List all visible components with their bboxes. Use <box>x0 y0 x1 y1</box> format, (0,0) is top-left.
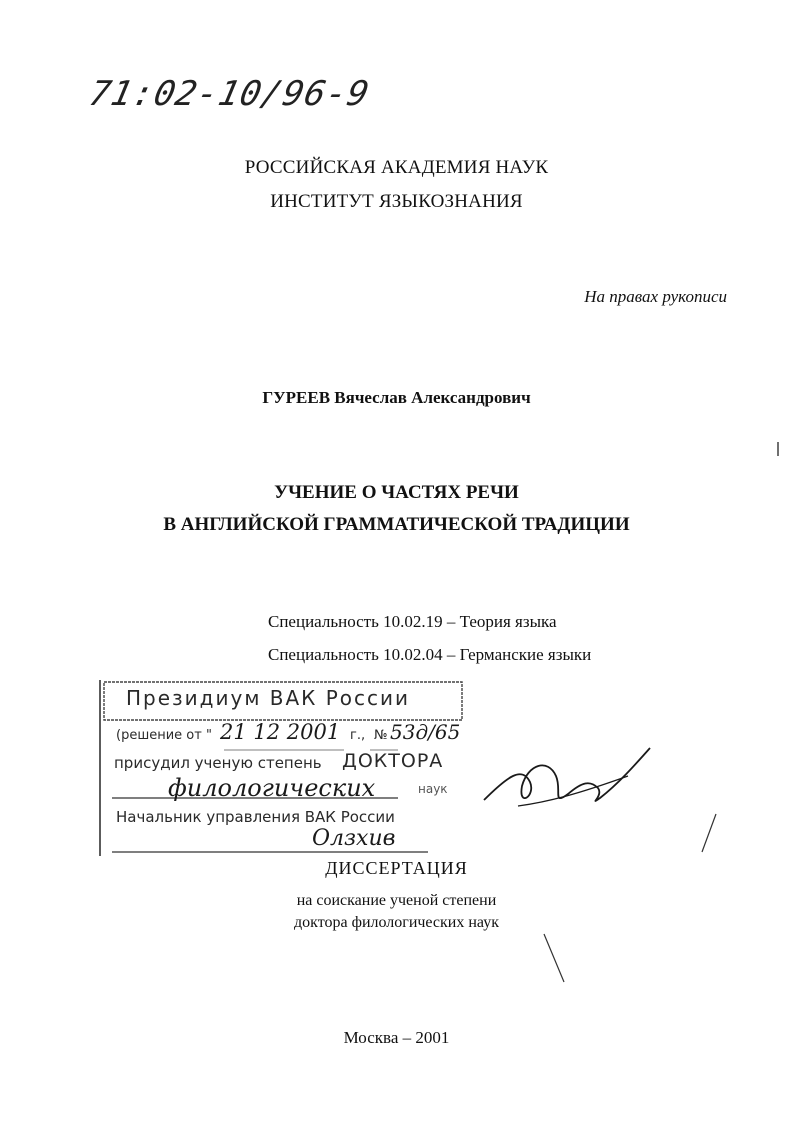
dissertation-purpose-2: доктора филологических наук <box>293 914 499 931</box>
manuscript-rights: На правах рукописи <box>584 287 727 306</box>
academy-name: РОССИЙСКАЯ АКАДЕМИЯ НАУК <box>244 157 549 178</box>
author-name: ГУРЕЕВ Вячеслав Александрович <box>262 388 531 407</box>
title-line-2: В АНГЛИЙСКОЙ ГРАММАТИЧЕСКОЙ ТРАДИЦИИ <box>163 514 630 535</box>
pen-stroke <box>540 930 570 990</box>
edge-mark <box>775 440 781 460</box>
stamp-head-signature: Олзхив <box>312 826 396 851</box>
stamp-field-suffix: наук <box>418 782 448 796</box>
stamp-number-label: № <box>374 728 388 743</box>
stamp-head-label: Начальник управления ВАК России <box>116 808 395 826</box>
scan-mark <box>696 810 720 860</box>
institute-name: ИНСТИТУТ ЯЗЫКОЗНАНИЯ <box>270 191 523 212</box>
vak-stamp <box>98 676 470 860</box>
stamp-decision-number: 53д/65 <box>390 720 461 744</box>
city-year: Москва – 2001 <box>343 1028 450 1047</box>
stamp-decision-label: (решение от " <box>116 728 212 743</box>
catalog-number: 71:02-10/96-9 <box>85 74 374 114</box>
stamp-field-handwritten: филологических <box>168 774 376 802</box>
stamp-year-suffix: г., <box>350 728 366 743</box>
dissertation-type: ДИССЕРТАЦИЯ <box>325 858 468 878</box>
specialty-2: Специальность 10.02.04 – Германские языки <box>268 645 592 664</box>
stamp-degree: ДОКТОРА <box>342 750 444 772</box>
dissertation-purpose-1: на соискание ученой степени <box>296 892 497 909</box>
specialty-1: Специальность 10.02.19 – Теория языка <box>268 612 557 631</box>
stamp-header: Президиум ВАК России <box>126 686 411 710</box>
stamp-decision-date: 21 12 2001 <box>220 720 341 744</box>
title-line-1: УЧЕНИЕ О ЧАСТЯХ РЕЧИ <box>274 482 519 503</box>
stamp-awarded-label: присудил ученую степень <box>114 754 322 772</box>
signature-scribble <box>478 736 658 826</box>
